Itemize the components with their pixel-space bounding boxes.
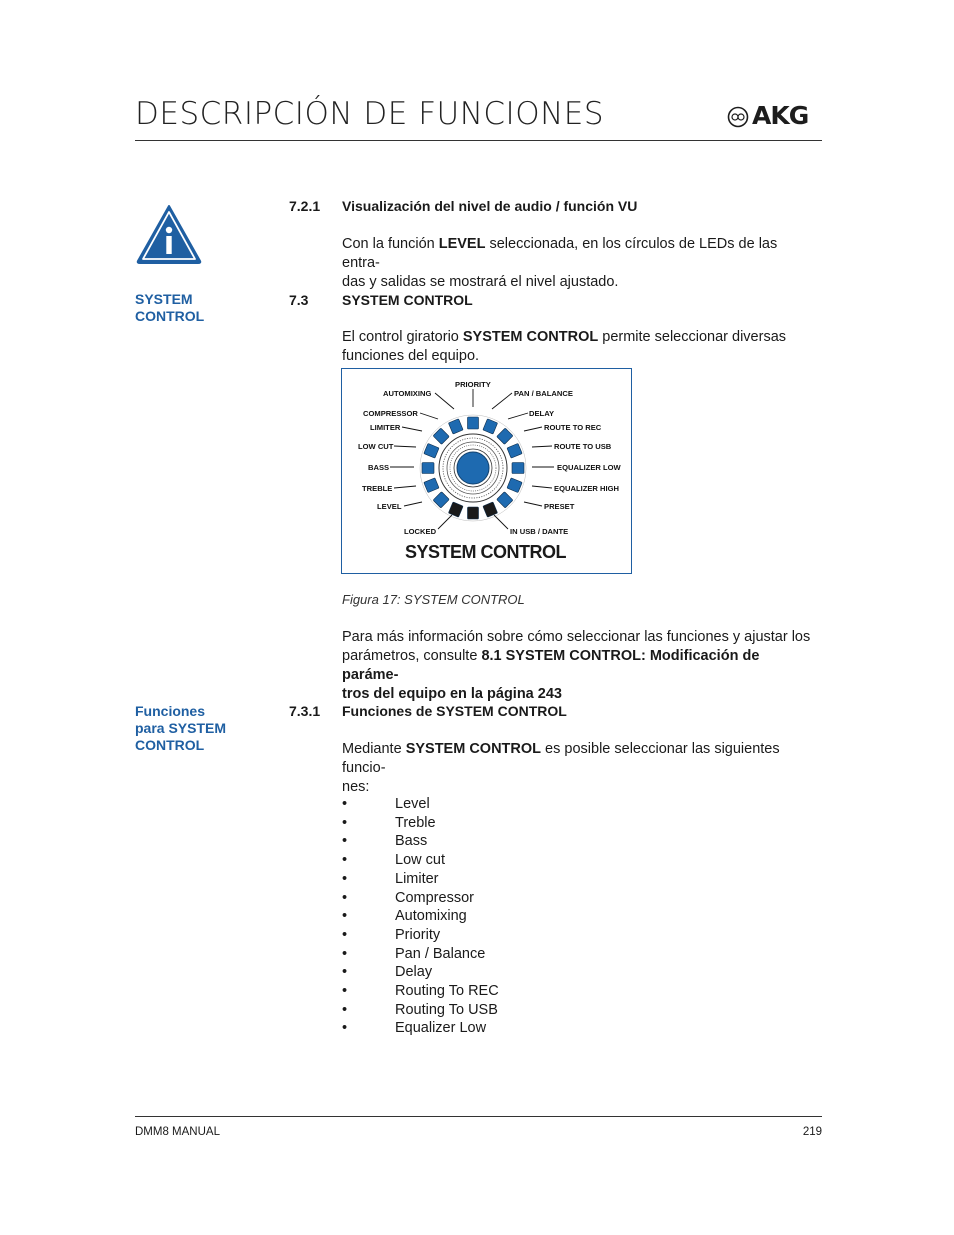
list-item: Level [395,796,430,812]
akg-logo-text: AKG [752,101,809,130]
list-item: Bass [395,833,428,850]
section-number-7-3: 7.3 [289,292,309,308]
bullet-marker: • [342,945,348,962]
label-locked: LOCKED [404,527,437,536]
section-number-7-2-1: 7.2.1 [289,198,321,214]
section-heading-7-2-1: Visualización del nivel de audio / función VU [342,198,638,214]
bullet-marker: • [342,1020,348,1037]
list-item: Low cut [395,852,445,869]
led-segment [422,463,434,474]
info-icon [135,203,203,265]
page-number: 219 [802,1126,822,1138]
led-segment [424,478,439,493]
label-preset: PRESET [544,502,575,511]
led-segment [507,478,522,493]
paragraph-functions-intro: Mediante SYSTEM CONTROL es posible seleccionar las siguientes funcio- nes: [342,741,780,795]
leader-line [494,515,508,529]
bullet-marker: • [342,908,348,925]
paragraph-level: Con la función LEVEL seleccionada, en los círculos de LEDs de las entra- das y salidas se mostrará el nivel ajustado. [342,236,778,290]
label-route-to-rec: ROUTE TO REC [544,423,602,432]
bullet-marker: • [342,833,348,850]
page-title: DESCRIPCIÓN DE FUNCIONES [135,96,605,132]
led-segment [448,419,463,434]
side-label-funciones: Funciones para SYSTEM CONTROL [135,703,227,753]
list-item: Equalizer Low [395,1020,487,1037]
led-segment [483,502,498,517]
section-heading-7-3-1: Funciones de SYSTEM CONTROL [342,703,567,719]
label-equalizer-low: EQUALIZER LOW [557,463,621,472]
label-level: LEVEL [377,502,402,511]
paragraph-system-control: El control giratorio SYSTEM CONTROL permite seleccionar diversas funciones del equipo. [342,329,787,364]
figure-caption: Figura 17: SYSTEM CONTROL [342,592,525,607]
list-item: Treble [395,814,436,831]
bullet-marker: • [342,964,348,981]
label-compressor: COMPRESSOR [363,409,418,418]
led-segment [512,463,524,474]
led-segment [424,443,439,458]
figure-title: SYSTEM CONTROL [405,542,567,562]
label-limiter: LIMITER [370,423,401,432]
leader-line [438,515,452,529]
leader-line [532,486,552,488]
led-segment [468,507,479,519]
leader-line [420,413,438,419]
akg-emblem-icon [727,106,749,128]
bullet-marker: • [342,983,348,999]
bullet-marker: • [342,870,348,887]
list-item: Routing To USB [395,1001,498,1018]
bullet-marker: • [342,814,348,831]
led-segment [483,419,498,434]
list-item: Compressor [395,889,474,906]
led-segment [448,502,463,517]
led-segment [507,443,522,458]
leader-line [508,413,528,419]
leader-line [394,446,416,447]
leader-line [524,427,542,431]
bullet-marker: • [342,852,348,869]
section-heading-7-3: SYSTEM CONTROL [342,292,473,308]
leader-line [404,502,422,506]
label-bass: BASS [368,463,390,472]
label-in-usb-dante: IN USB / DANTE [510,527,569,536]
list-item: Priority [395,926,441,943]
footer-manual-name: DMM8 MANUAL [135,1126,220,1138]
leader-line [532,446,552,447]
bullet-marker: • [342,926,348,943]
leader-line [394,486,416,488]
paragraph-more-info: Para más información sobre cómo seleccionar las funciones y ajustar los parámetros, consulte 8.1 SYSTEM CONTROL: Modificación de paráme- tros del equipo en la página 243 [342,629,811,702]
label-equalizer-high: EQUALIZER HIGH [554,484,619,493]
label-delay: DELAY [529,409,555,418]
label-route-to-usb: ROUTE TO USB [554,442,612,451]
list-item: Automixing [395,908,467,925]
bullet-marker: • [342,1001,348,1018]
label-low-cut: LOW CUT [358,442,394,451]
label-pan-balance: PAN / BALANCE [514,389,573,398]
system-control-figure [341,368,632,574]
section-number-7-3-1: 7.3.1 [289,703,321,719]
akg-logo [727,101,823,132]
side-label-system-control: SYSTEM CONTROL [135,291,205,324]
led-segment [468,417,479,429]
leader-line [492,393,512,409]
bullet-marker: • [342,889,348,906]
label-automixing: AUTOMIXING [383,389,432,398]
list-item: Limiter [395,870,439,887]
list-item: Delay [395,964,433,981]
label-priority: PRIORITY [455,380,491,389]
list-item: Routing To REC [395,983,499,999]
list-item: Pan / Balance [395,945,486,962]
footer-rule [135,1116,822,1117]
header-rule [135,140,822,141]
leader-line [524,502,542,506]
bullet-marker: • [342,796,348,812]
leader-line [402,427,422,431]
label-treble: TREBLE [362,484,393,493]
leader-line [435,393,454,409]
